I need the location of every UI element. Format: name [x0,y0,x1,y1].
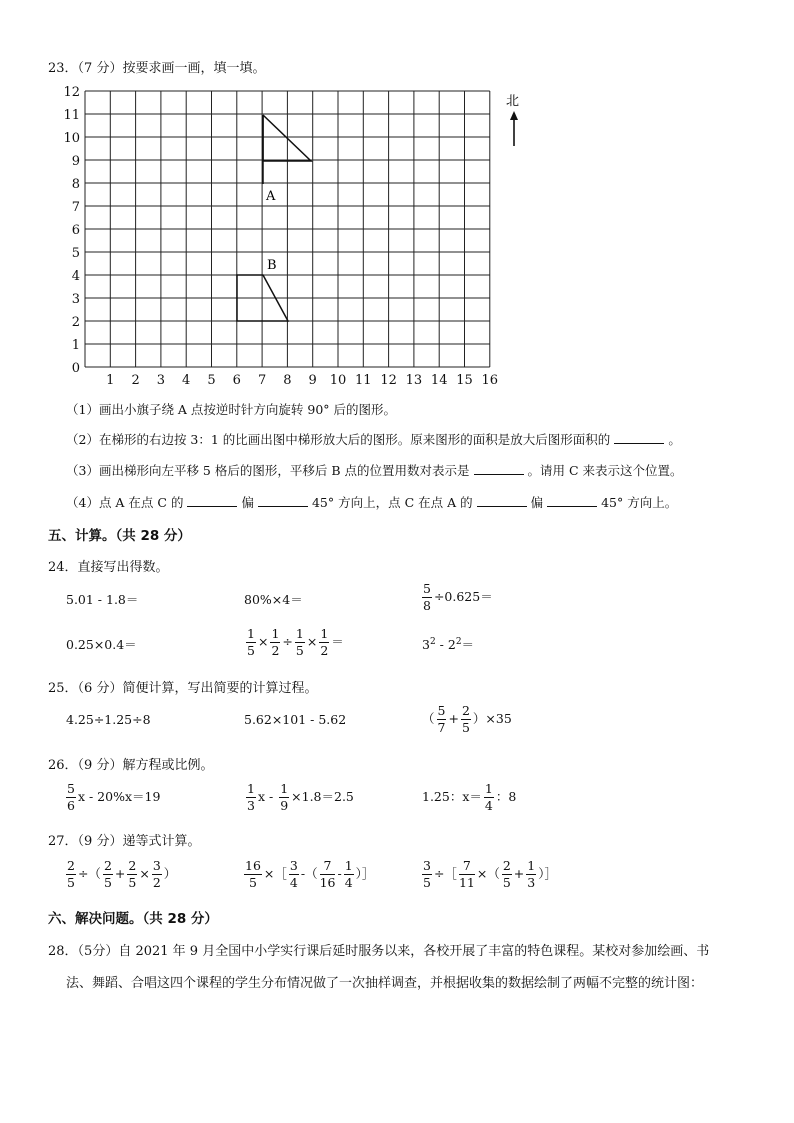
q24-d: 0.25×0.4＝ [66,637,137,652]
q23-part3-text: （3）画出梯形向左平移 5 格后的图形，平移后 B 点的位置用数对表示是 [66,463,470,478]
x-axis-tick-label: 15 [456,373,473,386]
x-axis-tick-label: 16 [481,373,499,386]
q23-part4-text: （4）点 A 在点 C 的 [66,495,184,510]
x-axis-tick-label: 13 [405,373,423,386]
q26-c: 1.25：x＝ $\frac{1}{4}$ ：8 [422,781,517,813]
q23-part4-pian2: 偏 [530,495,544,510]
q25-a: 4.25÷1.25÷8 [66,712,151,727]
y-axis-tick-label: 11 [63,108,80,123]
x-axis-tick-label: 8 [283,373,292,386]
answer-blank[interactable] [258,496,308,507]
q27-a: $\frac{2}{5}$ ÷（ $\frac{2}{5}$ + $\frac{2}{5}$ × $\frac{3}{2}$ ） [67,858,177,890]
q25-title: 25．（6 分）简便计算，写出简要的计算过程。 [48,681,318,696]
coordinate-grid [60,86,520,386]
x-axis-tick-label: 5 [207,373,216,386]
answer-blank[interactable] [477,496,527,507]
y-axis-tick-label: 9 [71,154,80,169]
q24-title: 24．直接写出得数。 [48,560,169,575]
q24-b: 80%×4＝ [244,592,303,607]
q24-a: 5.01 - 1.8＝ [66,592,139,607]
q23-part4-mid: 45° 方向上，点 C 在点 A 的 [311,495,473,510]
answer-blank[interactable] [547,496,597,507]
q23-part4 [66,493,677,511]
q24-c: $\frac{5}{8}$ ÷0.625＝ [423,581,493,613]
q23-part2-end: 。 [668,432,681,447]
q23-part1: （1）画出小旗子绕 A 点按逆时针方向旋转 90° 后的图形。 [66,402,397,417]
x-axis-tick-label: 9 [308,373,317,386]
y-axis-tick-label: 3 [71,292,80,307]
y-axis-tick-label: 6 [71,223,80,238]
y-axis-tick-label: 8 [71,177,80,192]
answer-blank[interactable] [474,464,524,475]
x-axis-tick-label: 4 [182,373,191,386]
x-axis-tick-label: 12 [380,373,397,386]
x-axis-tick-label: 10 [329,373,347,386]
q23-title: 23．（7 分）按要求画一画，填一填。 [48,61,266,76]
x-axis-tick-label: 11 [355,373,372,386]
q27-c: $\frac{3}{5}$ ÷［ $\frac{7}{11}$ ×（ $\frac{2}{5}$ + $\frac{1}{3}$ ）］ [423,858,557,890]
q28-line1: 28．（5分）自 2021 年 9 月全国中小学实行课后延时服务以来，各校开展了丰富的特色课程。某校对参加绘画、书 [48,944,710,959]
answer-blank[interactable] [187,496,237,507]
q24-f: $3^2 - 2^2=$ [422,636,475,652]
x-axis-tick-label: 6 [232,373,241,386]
q26-a: $\frac{5}{6}$ x - 20%x＝19 [67,781,161,813]
q23-part3 [66,461,683,479]
y-axis-tick-label: 12 [63,86,80,100]
q27-title: 27．（9 分）递等式计算。 [48,834,201,849]
point-a-label: A [266,189,276,204]
q27-b: $\frac{16}{5}$ ×［ $\frac{3}{4}$ -（ $\frac{7}{16}$ - $\frac{1}{4}$ ）］ [245,858,375,890]
q23-part4-end: 45° 方向上。 [601,495,678,510]
answer-blank[interactable] [614,433,664,444]
q23-part4-pian: 偏 [241,495,254,510]
y-axis-tick-label: 7 [71,200,80,215]
y-axis-tick-label: 10 [63,131,80,146]
x-axis-tick-label: 2 [131,373,140,386]
x-axis-tick-label: 14 [430,373,448,386]
q24-e: $\frac{1}{5}$ × $\frac{1}{2}$ ÷ $\frac{1}{5}$ × $\frac{1}{2}$ ＝ [247,626,344,658]
x-axis-tick-label: 7 [257,373,267,386]
y-axis-tick-label: 0 [71,361,80,376]
q26-title: 26．（9 分）解方程或比例。 [48,758,214,773]
y-axis-tick-label: 4 [71,269,80,284]
y-axis-tick-label: 5 [71,246,80,261]
q26-b: $\frac{1}{3}$ x - $\frac{1}{9}$ ×1.8＝2.5 [247,781,354,813]
x-axis-tick-label: 3 [156,373,166,386]
x-axis-tick-label: 1 [106,373,115,386]
q23-part2-text: （2）在梯形的右边按 3：1 的比画出图中梯形放大后的图形。原来图形的面积是放大后图形面积的 [66,432,611,447]
q23-part2 [66,430,681,448]
section-6-heading: 六、解决问题。（共 28 分） [48,911,218,927]
y-axis-tick-label: 2 [71,315,80,330]
north-label: 北 [506,94,520,109]
q25-c: （ $\frac{5}{7}$ + $\frac{2}{5}$ ）×35 [422,703,512,735]
section-5-heading: 五、计算。（共 28 分） [48,528,191,544]
point-b-label: B [267,258,277,273]
north-arrowhead-icon [510,111,518,120]
q23-part3-end: 。请用 C 来表示这个位置。 [527,463,683,478]
y-axis-tick-label: 1 [71,338,80,353]
q28-line2: 法、舞蹈、合唱这四个课程的学生分布情况做了一次抽样调查，并根据收集的数据绘制了两幅不完整的统计图： [66,976,704,991]
q25-b: 5.62×101 - 5.62 [244,712,347,727]
